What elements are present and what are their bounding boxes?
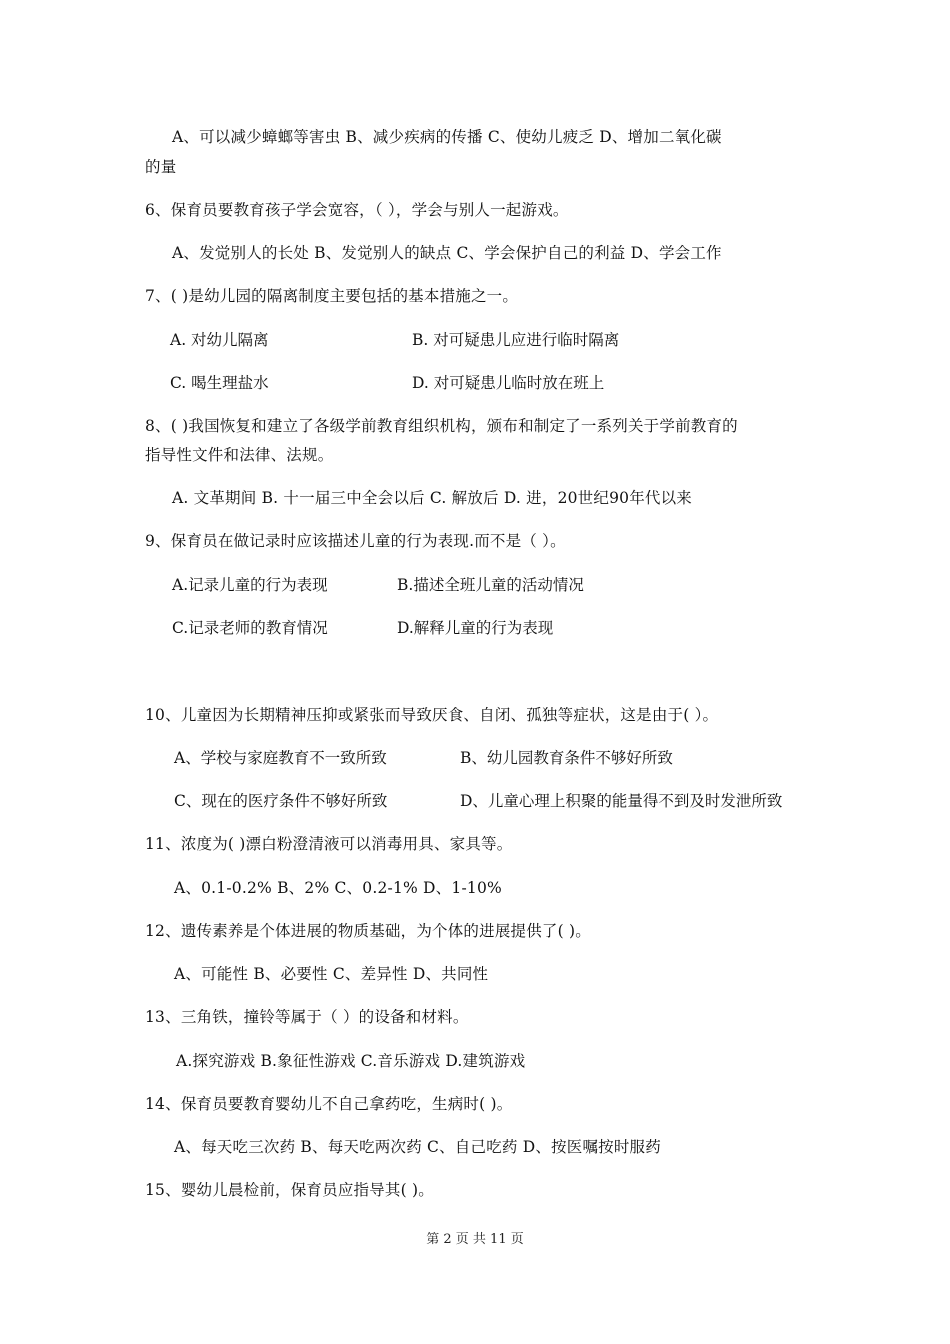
q7-option-b: B. 对可疑患儿应进行临时隔离 (412, 331, 620, 349)
q10-options-row2 (174, 791, 814, 811)
question-13: 13、三角铁，撞铃等属于（ ）的设备和材料。 (145, 1008, 469, 1026)
q8-options: A. 文革期间 B. 十一届三中全会以后 C. 解放后 D. 进，20世纪90年代以来 (172, 489, 693, 507)
q9-option-a: A.记录儿童的行为表现 (172, 576, 328, 594)
q13-options: A.探究游戏 B.象征性游戏 C.音乐游戏 D.建筑游戏 (176, 1052, 526, 1070)
q5-options: A、可以减少蟑螂等害虫 B、减少疾病的传播 C、使幼儿疲乏 D、增加二氧化碳 (172, 128, 722, 146)
question-6: 6、保育员要教育孩子学会宽容，（ ），学会与别人一起游戏。 (145, 201, 569, 219)
question-7: 7、( )是幼儿园的隔离制度主要包括的基本措施之一。 (145, 287, 519, 305)
q10-option-a: A、学校与家庭教育不一致所致 (174, 749, 387, 767)
q12-options: A、可能性 B、必要性 C、差异性 D、共同性 (174, 965, 489, 983)
q9-option-d: D.解释儿童的行为表现 (397, 619, 554, 637)
question-12: 12、遗传素养是个体进展的物质基础，为个体的进展提供了( )。 (145, 922, 591, 940)
q7-option-d: D. 对可疑患儿临时放在班上 (412, 374, 605, 392)
question-11: 11、浓度为( )漂白粉澄清液可以消毒用具、家具等。 (145, 835, 513, 853)
question-9: 9、保育员在做记录时应该描述儿童的行为表现.而不是（ ）。 (145, 532, 566, 550)
q14-options: A、每天吃三次药 B、每天吃两次药 C、自己吃药 D、按医嘱按时服药 (174, 1138, 661, 1156)
page-footer: 第 2 页 共 11 页 (426, 1232, 524, 1247)
q7-options-row1 (170, 330, 810, 350)
q7-option-c: C. 喝生理盐水 (170, 374, 269, 392)
q7-options-row2 (170, 373, 810, 393)
question-8: 8、( )我国恢复和建立了各级学前教育组织机构，颁布和制定了一系列关于学前教育的 (145, 417, 738, 435)
q10-option-b: B、幼儿园教育条件不够好所致 (460, 749, 673, 767)
q10-options-row1 (174, 748, 814, 768)
q7-option-a: A. 对幼儿隔离 (170, 331, 269, 349)
q10-option-c: C、现在的医疗条件不够好所致 (174, 792, 388, 810)
question-8-cont: 指导性文件和法律、法规。 (145, 446, 334, 464)
q6-options: A、发觉别人的长处 B、发觉别人的缺点 C、学会保护自己的利益 D、学会工作 (172, 244, 722, 262)
q9-options-row1 (172, 575, 812, 595)
question-10: 10、儿童因为长期精神压抑或紧张而导致厌食、自闭、孤独等症状，这是由于( ）。 (145, 706, 719, 724)
q5-options-cont: 的量 (145, 158, 177, 176)
question-14: 14、保育员要教育婴幼儿不自己拿药吃，生病时( )。 (145, 1095, 513, 1113)
q9-options-row2 (172, 618, 812, 638)
question-15: 15、婴幼儿晨检前，保育员应指导其( )。 (145, 1181, 434, 1199)
q10-option-d: D、儿童心理上积聚的能量得不到及时发泄所致 (460, 792, 783, 810)
q11-options: A、0.1-0.2% B、2% C、0.2-1% D、1-10% (174, 879, 502, 897)
q9-option-c: C.记录老师的教育情况 (172, 619, 328, 637)
q9-option-b: B.描述全班儿童的活动情况 (397, 576, 584, 594)
